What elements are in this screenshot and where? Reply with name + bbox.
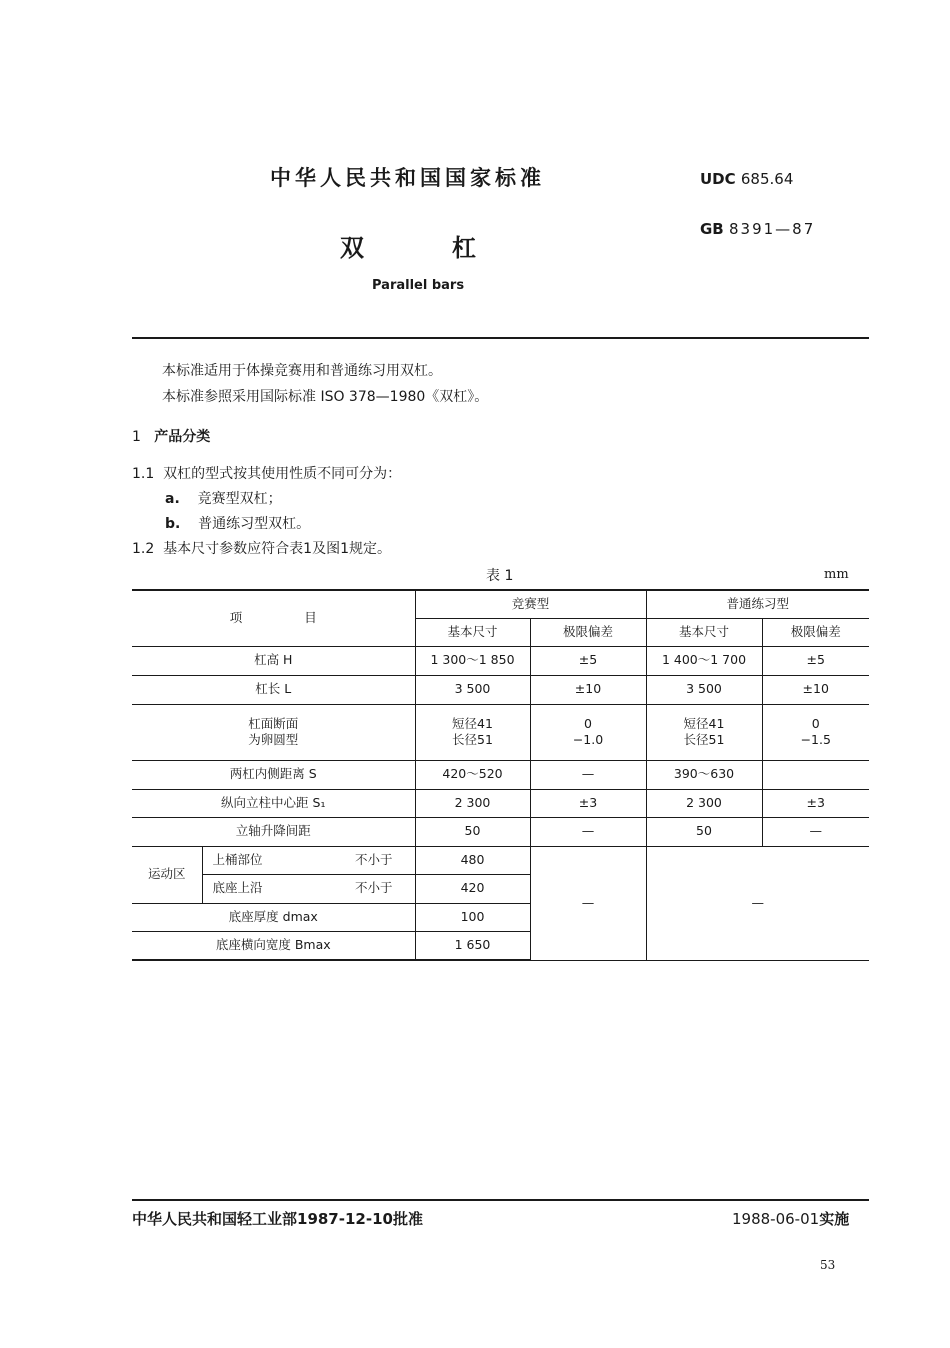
header-competition: 竞赛型 [415,590,646,618]
row-label: 纵向立柱中心距 S₁ [132,789,415,817]
udc-code [700,170,793,188]
cell: 420 [415,874,530,903]
row-label [202,846,415,874]
udc-prefix: UDC [700,170,736,188]
upper-bucket-label: 上桶部位 [212,851,263,867]
cell: ±10 [530,675,646,704]
intro-reference: 本标准参照采用国际标准 ISO 378—1980《双杠》。 [162,389,489,405]
table-row [132,760,869,789]
cell: ±5 [762,646,869,675]
cell: — [530,760,646,789]
clause-text: 基本尺寸参数应符合表1及图1规定。 [163,541,391,557]
cell: 1 400～1 700 [646,646,762,675]
cell: 1 300～1 850 [415,646,530,675]
list-item-a [165,488,282,508]
cell: 3 500 [415,675,530,704]
footer-divider [132,1199,869,1201]
row-label: 杠长 L [132,675,415,704]
row-label: 两杠内侧距离 S [132,760,415,789]
cell: ±5 [530,646,646,675]
row-label [202,874,415,903]
row-label: 立轴升降间距 [132,817,415,846]
table-row [132,675,869,704]
table-row [132,846,869,874]
cell: — [762,817,869,846]
clause-number: 1.2 [132,541,155,557]
cell: 3 500 [646,675,762,704]
not-less-label: 不小于 [354,880,393,896]
motion-zone-label: 运动区 [132,846,202,903]
cell: 480 [415,846,530,874]
cell: 50 [646,817,762,846]
item-text: 普通练习型双杠。 [198,516,311,532]
section-title: 产品分类 [154,429,211,445]
header-item [132,590,415,646]
clause-1-1 [132,463,401,483]
english-subtitle: Parallel bars [372,278,465,293]
clause-number: 1.1 [132,466,155,482]
document-title [340,228,476,263]
title-char-1: 双 [340,234,364,262]
header-practice: 普通练习型 [646,590,869,618]
cell-line: 0 [811,715,820,731]
table-caption: 表 1 [486,568,514,584]
approval-statement: 中华人民共和国轻工业部1987-12-10批准 [132,1210,423,1228]
cell: 390～630 [646,760,762,789]
standard-title: 中华人民共和国国家标准 [270,166,545,190]
implementation-date: 1988-06-01 [732,1210,820,1228]
gb-prefix: GB [700,220,724,238]
item-text: 竞赛型双杠； [197,491,282,507]
intro-scope: 本标准适用于体操竞赛用和普通练习用双杠。 [162,363,442,379]
cell: 2 300 [415,789,530,817]
list-item-b [165,513,310,533]
base-edge-label: 底座上沿 [212,880,263,896]
table-row [132,789,869,817]
dimension-table [132,589,869,961]
table-row [132,646,869,675]
cell: 50 [415,817,530,846]
row-label-line: 杠面断面 [248,715,299,731]
cell-line: 短径41 [683,715,725,731]
table-row [132,817,869,846]
table-unit: mm [824,567,849,582]
merged-dash-competition: — [530,846,646,960]
header-divider [132,337,869,339]
implementation-statement [732,1208,849,1229]
udc-number: 685.64 [740,170,794,188]
cell: ±3 [530,789,646,817]
row-label: 底座厚度 dmax [132,903,415,931]
section-number: 1 [132,429,141,445]
header-item-char-1: 项 [229,610,243,626]
cell [530,704,646,760]
cell: ±10 [762,675,869,704]
cell-line: 0 [584,715,592,731]
row-label [132,704,415,760]
item-label: b. [165,516,181,532]
cell: ±3 [762,789,869,817]
header-tolerance-practice: 极限偏差 [762,618,869,646]
header-item-char-2: 目 [304,610,317,626]
gb-number: 8391—87 [728,220,816,238]
cell: 420～520 [415,760,530,789]
row-label-line: 为卵圆型 [248,732,299,747]
cell: 1 650 [415,931,530,960]
title-char-2: 杠 [452,234,476,262]
cell-line: −1.5 [800,732,831,747]
header-basic-size-practice: 基本尺寸 [646,618,762,646]
cell: 2 300 [646,789,762,817]
page-number: 53 [820,1258,836,1272]
header-tolerance-comp: 极限偏差 [530,618,646,646]
gb-code [700,220,815,238]
cell: 100 [415,903,530,931]
item-label: a. [165,491,180,507]
section-1-heading [132,426,210,446]
cell-line: 长径51 [452,732,493,747]
header-basic-size-comp: 基本尺寸 [415,618,530,646]
cell: — [530,817,646,846]
cell-line: 长径51 [683,732,725,747]
row-label: 杠高 H [132,646,415,675]
cell [762,704,869,760]
cell-line: 短径41 [452,715,493,731]
row-label: 底座横向宽度 Bmax [132,931,415,960]
clause-1-2 [132,538,391,558]
cell [415,704,530,760]
clause-text: 双杠的型式按其使用性质不同可分为： [163,466,402,482]
cell-line: −1.0 [572,732,604,747]
merged-dash-practice: — [646,846,869,960]
cell [646,704,762,760]
table-header-row [132,590,869,618]
table-row [132,704,869,760]
implementation-label: 实施 [819,1210,850,1228]
not-less-label: 不小于 [354,851,393,867]
cell [762,760,869,789]
